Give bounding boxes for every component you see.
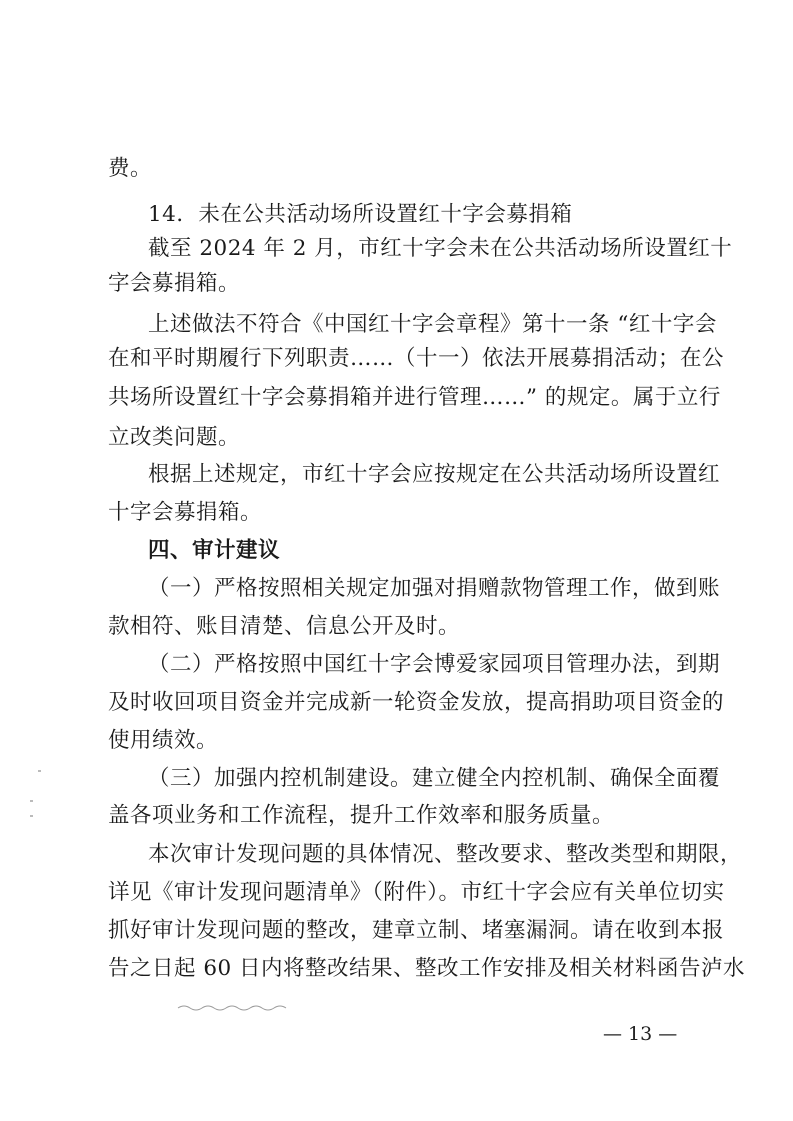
text-line: 共场所设置红十字会募捐箱并进行管理……” 的规定。属于立行	[108, 385, 721, 410]
text-line: 上述做法不符合《中国红十字会章程》第十一条 “红十字会	[148, 312, 717, 337]
text-line: 盖各项业务和工作流程，提升工作效率和服务质量。	[108, 803, 615, 828]
scan-speck	[30, 815, 33, 817]
text-line: （一）严格按照相关规定加强对捐赠款物管理工作，做到账	[148, 576, 721, 601]
handwritten-underline-mark	[176, 1003, 296, 1013]
page-number: — 13 —	[603, 1023, 678, 1045]
text-line: （三）加强内控机制建设。建立健全内控机制、确保全面覆	[148, 766, 721, 791]
text-line: 立改类问题。	[108, 425, 241, 450]
text-line: 详见《审计发现问题清单》（附件）。市红十字会应有关单位切实	[108, 880, 725, 905]
text-line: 十字会募捐箱。	[108, 500, 263, 525]
text-line: （二）严格按照中国红十字会博爱家园项目管理办法，到期	[148, 652, 721, 677]
text-line: 本次审计发现问题的具体情况、整改要求、整改类型和期限，	[148, 842, 743, 867]
text-line: 告之日起 60 日内将整改结果、整改工作安排及相关材料函告泸水	[108, 956, 746, 981]
section-heading: 四、审计建议	[148, 538, 281, 563]
text-line: 抓好审计发现问题的整改，建章立制、堵塞漏洞。请在收到本报	[108, 918, 725, 943]
text-line: 费。	[108, 156, 153, 181]
scan-speck	[38, 770, 41, 772]
text-line: 款相符、账目清楚、信息公开及时。	[108, 614, 461, 639]
text-line: 在和平时期履行下列职责……（十一）依法开展募捐活动；在公	[108, 346, 725, 371]
section-heading: 14．未在公共活动场所设置红十字会募捐箱	[148, 202, 573, 227]
text-line: 使用绩效。	[108, 728, 219, 753]
scan-speck	[30, 800, 33, 802]
text-line: 字会募捐箱。	[108, 271, 241, 296]
text-line: 根据上述规定，市红十字会应按规定在公共活动场所设置红	[148, 462, 721, 487]
text-line: 截至 2024 年 2 月，市红十字会未在公共活动场所设置红十	[148, 236, 733, 261]
text-line: 及时收回项目资金并完成新一轮资金发放，提高捐助项目资金的	[108, 690, 725, 715]
